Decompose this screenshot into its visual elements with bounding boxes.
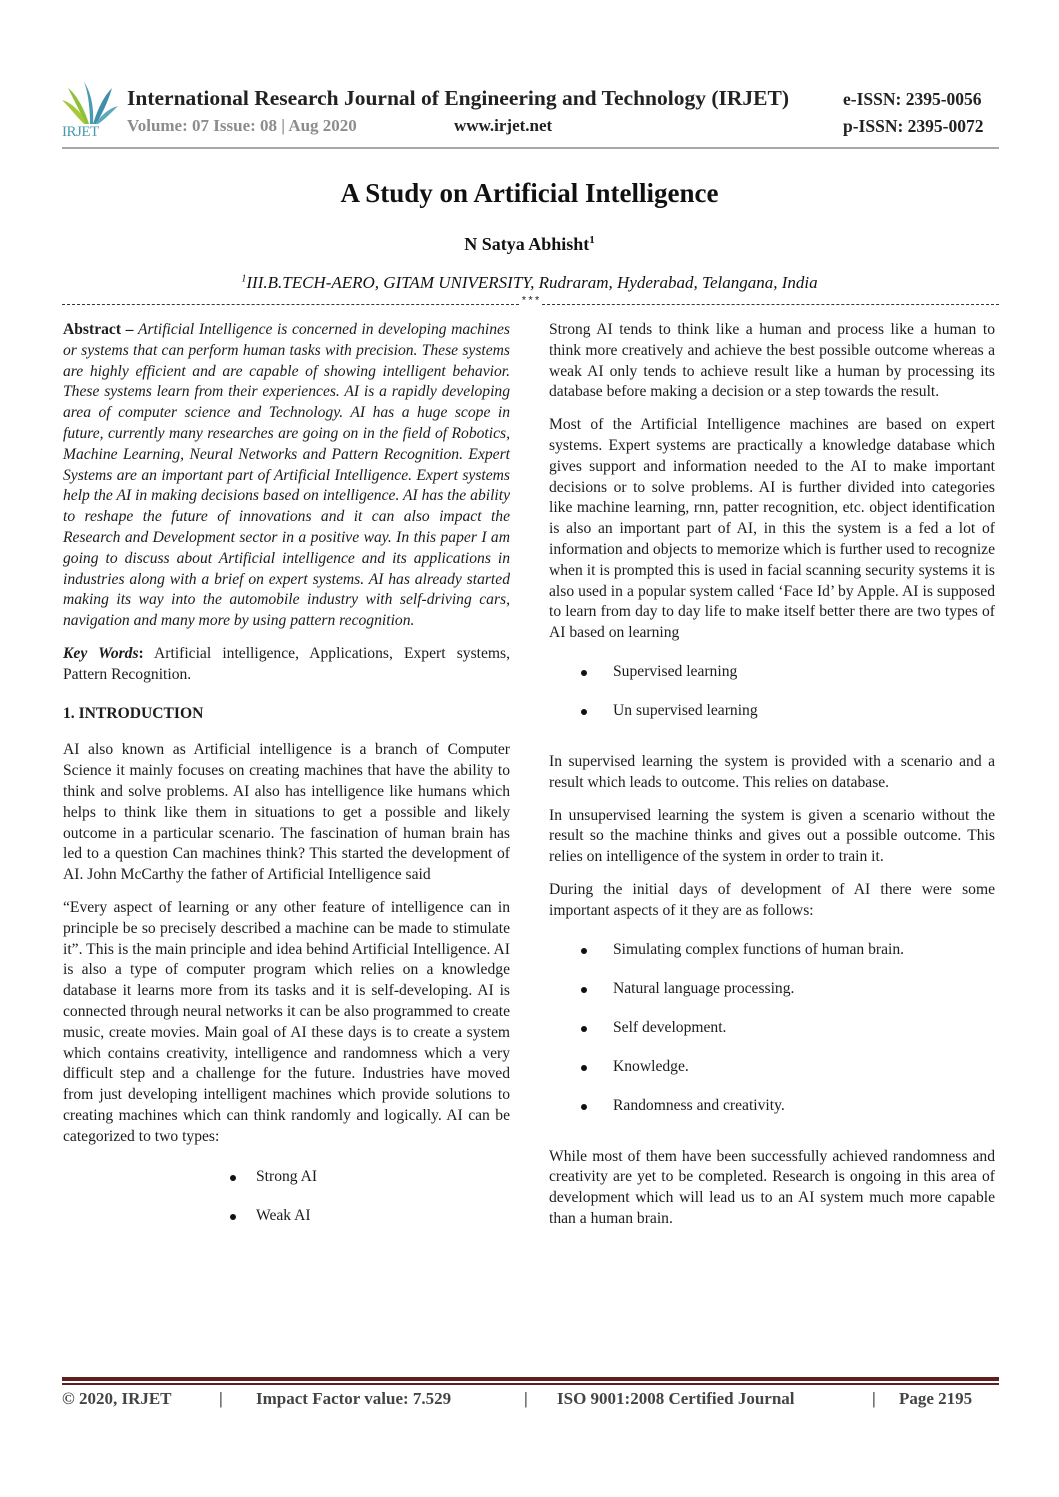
p-issn: p-ISSN: 2395-0072 [843, 116, 984, 136]
leaf-fan-icon [60, 80, 120, 126]
footer-page-number: Page 2195 [899, 1389, 973, 1408]
list-item [549, 1096, 995, 1135]
bullet-icon [581, 948, 587, 954]
footer-separator: | [219, 1389, 223, 1408]
journal-title: International Research Journal of Engineering and Technology (IRJET) [127, 86, 789, 110]
strong-weak-ai-paragraph: Strong AI tends to think like a human and process like a human to think more creatively and achieve the best possible outcome whereas a weak AI only tends to achieve result like a human by processing its database before making a decision or a step towards the result. [549, 321, 995, 401]
abstract [63, 320, 510, 632]
right-column [549, 320, 995, 1242]
section-heading-introduction: 1. INTRODUCTION [63, 704, 204, 722]
aspects-intro-paragraph: During the initial days of development of AI there were some important aspects of it they are as follows: [549, 880, 995, 919]
footer-rule-thin [62, 1383, 999, 1385]
bullet-icon [581, 1104, 587, 1110]
unsupervised-paragraph: In unsupervised learning the system is given a scenario without the result so the machine thinks and gives out a possible outcome. This relies on intelligence of the system in order to train it. [549, 806, 995, 866]
list-item-text: Natural language processing. [613, 979, 795, 997]
bullet-icon [581, 1065, 587, 1071]
expert-systems-paragraph: Most of the Artificial Intelligence machines are based on expert systems. Expert systems are practically a knowledge database which gives support and information needed to the AI to make important decisions or to solve problems. AI is further divided into categories like machine learning, rnn, patter recognition, etc. object identification is also an important part of AI, in this the system is a fed a lot of information and objects to memorize which is further used to recognize when it is prompted this is used in facial scanning security systems it is also used in a popular system called ‘Face Id’ by Apple. AI is supposed to learn from day to day life to make itself better there are two types of AI based on learning [549, 416, 996, 642]
bullet-icon [230, 1214, 236, 1220]
author-text: N Satya Abhisht [464, 234, 590, 254]
left-column [63, 320, 510, 1257]
list-item-text: Weak AI [256, 1207, 311, 1225]
list-item [549, 940, 995, 979]
list-item-text: Randomness and creativity. [613, 1096, 785, 1114]
author-superscript: 1 [589, 234, 595, 246]
irjet-logo [60, 80, 120, 142]
bullet-icon [581, 987, 587, 993]
footer-rule-thick [62, 1377, 999, 1381]
bullet-icon [581, 709, 587, 715]
keywords [63, 644, 510, 686]
supervised-paragraph: In supervised learning the system is provided with a scenario and a result which leads to outcome. This relies on database. [549, 752, 995, 791]
paper-title: A Study on Artificial Intelligence [340, 178, 719, 208]
bullet-icon [230, 1175, 236, 1181]
footer-impact-factor: Impact Factor value: 7.529 [256, 1389, 452, 1408]
abstract-label: Abstract – [63, 321, 138, 338]
divider-dash-right [542, 304, 999, 305]
bullet-icon [581, 670, 587, 676]
section-divider [62, 296, 999, 308]
page-footer [62, 1389, 999, 1409]
intro-paragraph-2: “Every aspect of learning or any other feature of intelligence can in principle be so precisely described a machine can be made to stimulate it”. This is the main principle and idea behind Artificial Intelligence. AI is also a type of computer program which relies on a knowledge database it learns more from its tasks and it is self-developing. AI is connected through neural networks it can be also programmed to create music, create movies. Main goal of AI these days is to create a system which contains creativity, intelligence and randomness which a very difficult step and a challenge for the future. Industries have moved from just developing intelligent machines which provide solutions to creating machines which can think randomly and logically. AI can be categorized to two types: [63, 898, 510, 1145]
author-affiliation [0, 273, 1059, 293]
e-issn: e-ISSN: 2395-0056 [843, 89, 982, 109]
divider-dash-left [62, 304, 519, 305]
list-item [549, 701, 995, 740]
header-divider [62, 147, 999, 149]
footer-iso: ISO 9001:2008 Certified Journal [557, 1389, 795, 1408]
list-item [63, 1167, 510, 1206]
list-item [63, 1206, 510, 1245]
ai-types-list [63, 1167, 510, 1245]
journal-website-link[interactable]: www.irjet.net [454, 116, 553, 135]
list-item [549, 1018, 995, 1057]
footer-copyright: © 2020, IRJET [62, 1389, 172, 1408]
divider-stars: *** [520, 296, 541, 308]
footer-separator: | [524, 1389, 528, 1408]
volume-issue-date: Volume: 07 Issue: 08 | Aug 2020 [127, 116, 357, 135]
affiliation-superscript: 1 [241, 273, 247, 285]
keywords-label: Key Words [63, 644, 139, 662]
conclusion-paragraph: While most of them have been successfully achieved randomness and creativity are yet to be completed. Research is ongoing in this area of development which will lead us to an AI system much more capable than a human brain. [549, 1147, 995, 1227]
learning-types-list [549, 662, 995, 740]
keywords-colon: : [138, 644, 144, 662]
list-item-text: Strong AI [256, 1168, 318, 1186]
list-item-text: Supervised learning [613, 662, 738, 680]
list-item-text: Simulating complex functions of human brain. [613, 940, 905, 958]
aspects-list [549, 940, 995, 1135]
list-item-text: Self development. [613, 1018, 727, 1036]
list-item-text: Knowledge. [613, 1057, 689, 1075]
affiliation-text: III.B.TECH-AERO, GITAM UNIVERSITY, Rudraram, Hyderabad, Telangana, India [246, 273, 818, 292]
intro-paragraph-1: AI also known as Artificial intelligence is a branch of Computer Science it mainly focuses on creating machines that have the ability to think and solve problems. AI also has intelligence like humans which helps to think like them in situations to get a possible and likely outcome in a particular scenario. The fascination of human brain has led to a question Can machines think? This started the development of AI. John McCarthy the father of Artificial Intelligence said [63, 741, 510, 884]
author-name [0, 234, 1059, 255]
abstract-text: Artificial Intelligence is concerned in developing machines or systems that can perform human tasks with precision. These systems are highly efficient and are capable of showing intelligent behavior. These systems learn from their experiences. AI is a rapidly developing area of computer science and Technology. AI has a huge scope in future, currently many researches are going on in the field of Robotics, Machine Learning, Neural Networks and Pattern Recognition. Expert Systems are an important part of Artificial Intelligence. Expert systems help the AI in making decisions based on intelligence. AI has the ability to reshape the future of innovations and it can also impact the Research and Development sector in a positive way. In this paper I am going to discuss about Artificial intelligence and its applications in industries along with a brief on expert systems. AI has already started making its way into the automobile industry with self-driving cars, navigation and many more by using pattern recognition. [63, 321, 511, 630]
list-item-text: Un supervised learning [613, 701, 758, 719]
bullet-icon [581, 1026, 587, 1032]
list-item [549, 979, 995, 1018]
footer-separator: | [872, 1389, 876, 1408]
logo-text: IRJET [62, 124, 99, 140]
list-item [549, 662, 995, 701]
keywords-text: Artificial intelligence, Applications, Expert systems, Pattern Recognition. [63, 644, 510, 683]
list-item [549, 1057, 995, 1096]
